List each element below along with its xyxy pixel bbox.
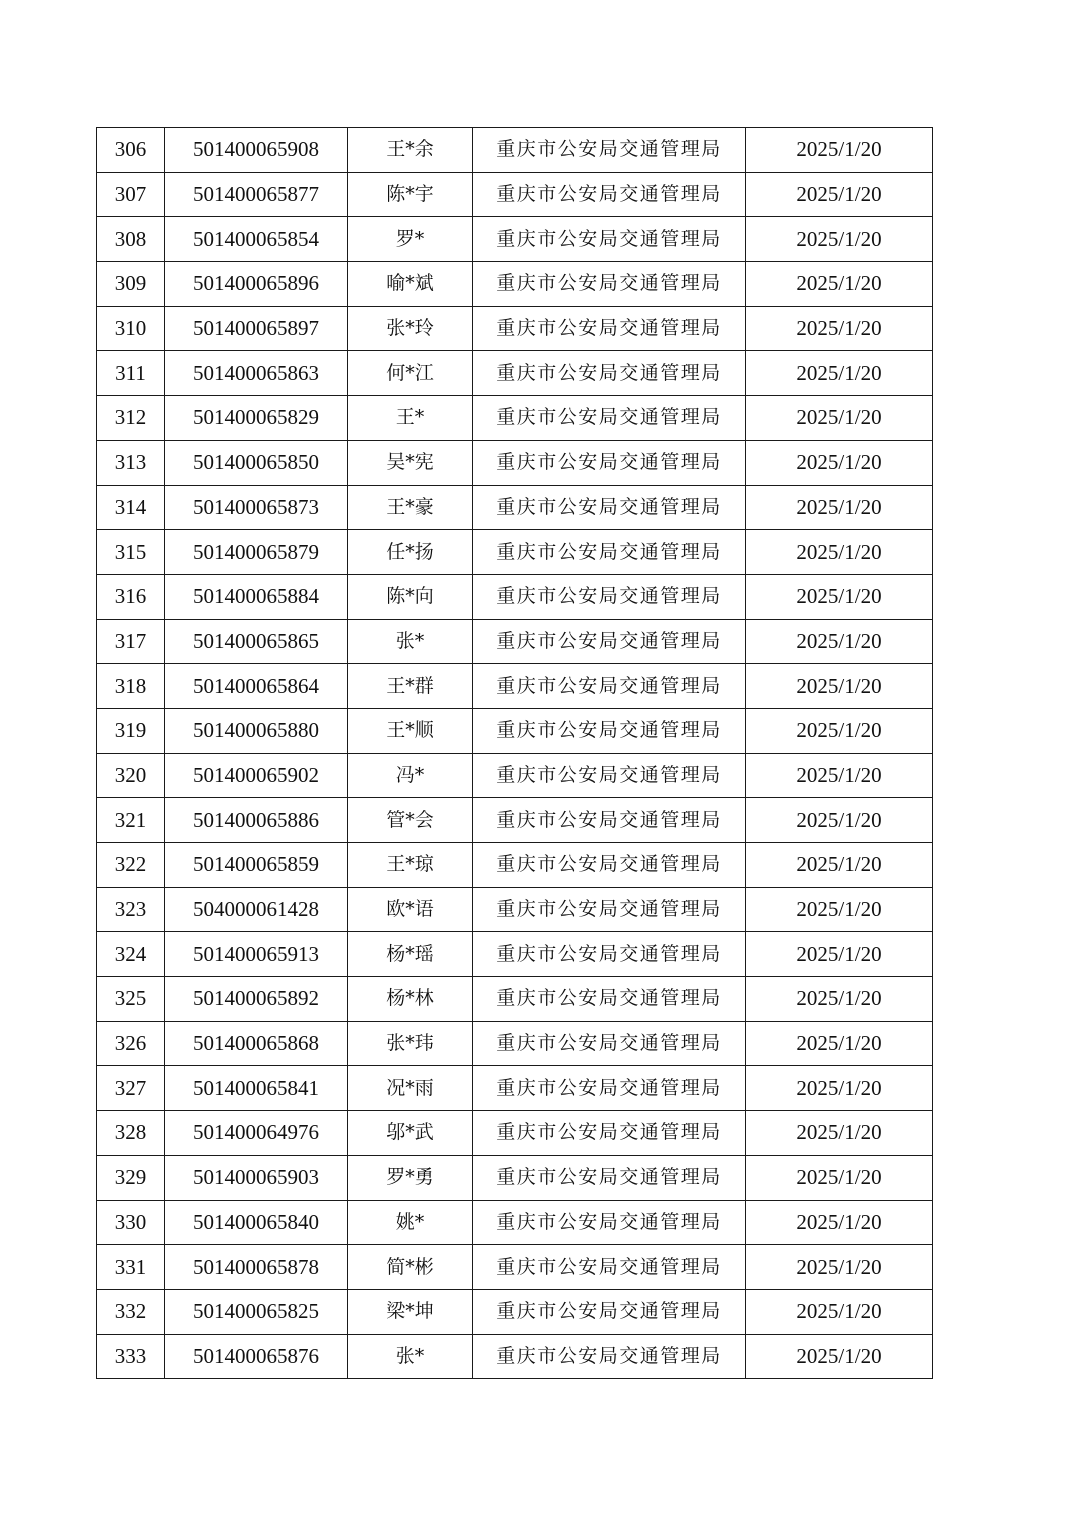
certificate-number-cell: 501400065841: [165, 1066, 348, 1111]
person-name-cell: 王*琼: [348, 843, 473, 888]
issuing-authority-cell: 重庆市公安局交通管理局: [473, 1111, 746, 1156]
certificate-number-cell: 501400065903: [165, 1155, 348, 1200]
date-cell: 2025/1/20: [746, 1334, 933, 1379]
person-name-cell: 王*豪: [348, 485, 473, 530]
issuing-authority-cell: 重庆市公安局交通管理局: [473, 128, 746, 173]
table-row: [97, 932, 933, 977]
date-cell: 2025/1/20: [746, 664, 933, 709]
row-index-cell: 325: [97, 977, 165, 1022]
person-name-cell: 杨*瑶: [348, 932, 473, 977]
person-name-cell: 张*: [348, 1334, 473, 1379]
date-cell: 2025/1/20: [746, 1155, 933, 1200]
person-name-cell: 陈*向: [348, 574, 473, 619]
issuing-authority-cell: 重庆市公安局交通管理局: [473, 887, 746, 932]
date-cell: 2025/1/20: [746, 530, 933, 575]
date-cell: 2025/1/20: [746, 1245, 933, 1290]
row-index-cell: 324: [97, 932, 165, 977]
certificate-number-cell: 501400065913: [165, 932, 348, 977]
row-index-cell: 313: [97, 440, 165, 485]
person-name-cell: 王*: [348, 396, 473, 441]
person-name-cell: 喻*斌: [348, 262, 473, 307]
person-name-cell: 王*顺: [348, 708, 473, 753]
issuing-authority-cell: 重庆市公安局交通管理局: [473, 306, 746, 351]
person-name-cell: 王*群: [348, 664, 473, 709]
certificate-number-cell: 501400065897: [165, 306, 348, 351]
date-cell: 2025/1/20: [746, 351, 933, 396]
row-index-cell: 332: [97, 1289, 165, 1334]
table-row: [97, 306, 933, 351]
issuing-authority-cell: 重庆市公安局交通管理局: [473, 396, 746, 441]
person-name-cell: 杨*林: [348, 977, 473, 1022]
certificate-number-cell: 504000061428: [165, 887, 348, 932]
issuing-authority-cell: 重庆市公安局交通管理局: [473, 1245, 746, 1290]
table-row: [97, 708, 933, 753]
issuing-authority-cell: 重庆市公安局交通管理局: [473, 932, 746, 977]
row-index-cell: 320: [97, 753, 165, 798]
certificate-number-cell: 501400065876: [165, 1334, 348, 1379]
certificate-number-cell: 501400065865: [165, 619, 348, 664]
certificate-number-cell: 501400065896: [165, 262, 348, 307]
table-row: [97, 574, 933, 619]
issuing-authority-cell: 重庆市公安局交通管理局: [473, 843, 746, 888]
table-row: [97, 619, 933, 664]
person-name-cell: 任*扬: [348, 530, 473, 575]
date-cell: 2025/1/20: [746, 753, 933, 798]
certificate-number-cell: 501400065840: [165, 1200, 348, 1245]
certificate-number-cell: 501400065884: [165, 574, 348, 619]
table-row: [97, 664, 933, 709]
date-cell: 2025/1/20: [746, 1111, 933, 1156]
person-name-cell: 姚*: [348, 1200, 473, 1245]
certificate-number-cell: 501400065863: [165, 351, 348, 396]
table-row: [97, 1289, 933, 1334]
certificate-number-cell: 501400065864: [165, 664, 348, 709]
certificate-number-cell: 501400065880: [165, 708, 348, 753]
issuing-authority-cell: 重庆市公安局交通管理局: [473, 1021, 746, 1066]
date-cell: 2025/1/20: [746, 1200, 933, 1245]
row-index-cell: 331: [97, 1245, 165, 1290]
row-index-cell: 322: [97, 843, 165, 888]
table-row: [97, 798, 933, 843]
certificate-number-cell: 501400064976: [165, 1111, 348, 1156]
issuing-authority-cell: 重庆市公安局交通管理局: [473, 1200, 746, 1245]
issuing-authority-cell: 重庆市公安局交通管理局: [473, 1155, 746, 1200]
table-row: [97, 172, 933, 217]
issuing-authority-cell: 重庆市公安局交通管理局: [473, 977, 746, 1022]
issuing-authority-cell: 重庆市公安局交通管理局: [473, 619, 746, 664]
table-row: [97, 977, 933, 1022]
certificate-number-cell: 501400065878: [165, 1245, 348, 1290]
certificate-number-cell: 501400065829: [165, 396, 348, 441]
issuing-authority-cell: 重庆市公安局交通管理局: [473, 1289, 746, 1334]
issuing-authority-cell: 重庆市公安局交通管理局: [473, 262, 746, 307]
person-name-cell: 罗*: [348, 217, 473, 262]
issuing-authority-cell: 重庆市公安局交通管理局: [473, 217, 746, 262]
row-index-cell: 323: [97, 887, 165, 932]
person-name-cell: 罗*勇: [348, 1155, 473, 1200]
person-name-cell: 陈*宇: [348, 172, 473, 217]
certificate-number-cell: 501400065850: [165, 440, 348, 485]
certificate-number-cell: 501400065886: [165, 798, 348, 843]
row-index-cell: 315: [97, 530, 165, 575]
date-cell: 2025/1/20: [746, 574, 933, 619]
certificate-number-cell: 501400065859: [165, 843, 348, 888]
issuing-authority-cell: 重庆市公安局交通管理局: [473, 574, 746, 619]
table-row: [97, 843, 933, 888]
person-name-cell: 梁*坤: [348, 1289, 473, 1334]
date-cell: 2025/1/20: [746, 887, 933, 932]
row-index-cell: 333: [97, 1334, 165, 1379]
table-row: [97, 262, 933, 307]
row-index-cell: 321: [97, 798, 165, 843]
date-cell: 2025/1/20: [746, 1289, 933, 1334]
certificate-number-cell: 501400065854: [165, 217, 348, 262]
table-row: [97, 1334, 933, 1379]
date-cell: 2025/1/20: [746, 396, 933, 441]
row-index-cell: 312: [97, 396, 165, 441]
date-cell: 2025/1/20: [746, 217, 933, 262]
row-index-cell: 308: [97, 217, 165, 262]
issuing-authority-cell: 重庆市公安局交通管理局: [473, 351, 746, 396]
table-row: [97, 1155, 933, 1200]
row-index-cell: 311: [97, 351, 165, 396]
table-row: [97, 1200, 933, 1245]
date-cell: 2025/1/20: [746, 932, 933, 977]
table-row: [97, 1245, 933, 1290]
table-row: [97, 351, 933, 396]
person-name-cell: 冯*: [348, 753, 473, 798]
row-index-cell: 307: [97, 172, 165, 217]
certificate-number-cell: 501400065873: [165, 485, 348, 530]
row-index-cell: 317: [97, 619, 165, 664]
certificate-number-cell: 501400065892: [165, 977, 348, 1022]
person-name-cell: 简*彬: [348, 1245, 473, 1290]
table-row: [97, 753, 933, 798]
person-name-cell: 张*玮: [348, 1021, 473, 1066]
issuing-authority-cell: 重庆市公安局交通管理局: [473, 753, 746, 798]
person-name-cell: 欧*语: [348, 887, 473, 932]
row-index-cell: 327: [97, 1066, 165, 1111]
person-name-cell: 张*玲: [348, 306, 473, 351]
table-row: [97, 485, 933, 530]
person-name-cell: 况*雨: [348, 1066, 473, 1111]
row-index-cell: 309: [97, 262, 165, 307]
date-cell: 2025/1/20: [746, 128, 933, 173]
certificate-number-cell: 501400065902: [165, 753, 348, 798]
date-cell: 2025/1/20: [746, 440, 933, 485]
issuing-authority-cell: 重庆市公安局交通管理局: [473, 1066, 746, 1111]
row-index-cell: 316: [97, 574, 165, 619]
row-index-cell: 329: [97, 1155, 165, 1200]
row-index-cell: 310: [97, 306, 165, 351]
date-cell: 2025/1/20: [746, 798, 933, 843]
certificate-number-cell: 501400065825: [165, 1289, 348, 1334]
date-cell: 2025/1/20: [746, 306, 933, 351]
person-name-cell: 何*江: [348, 351, 473, 396]
issuing-authority-cell: 重庆市公安局交通管理局: [473, 172, 746, 217]
table-row: [97, 1021, 933, 1066]
date-cell: 2025/1/20: [746, 619, 933, 664]
issuing-authority-cell: 重庆市公安局交通管理局: [473, 485, 746, 530]
table-row: [97, 1066, 933, 1111]
issuing-authority-cell: 重庆市公安局交通管理局: [473, 440, 746, 485]
row-index-cell: 330: [97, 1200, 165, 1245]
certificate-number-cell: 501400065868: [165, 1021, 348, 1066]
certificate-number-cell: 501400065877: [165, 172, 348, 217]
row-index-cell: 328: [97, 1111, 165, 1156]
row-index-cell: 326: [97, 1021, 165, 1066]
issuing-authority-cell: 重庆市公安局交通管理局: [473, 708, 746, 753]
table-row: [97, 217, 933, 262]
table-row: [97, 530, 933, 575]
date-cell: 2025/1/20: [746, 262, 933, 307]
person-name-cell: 王*余: [348, 128, 473, 173]
date-cell: 2025/1/20: [746, 485, 933, 530]
date-cell: 2025/1/20: [746, 977, 933, 1022]
table-row: [97, 1111, 933, 1156]
date-cell: 2025/1/20: [746, 172, 933, 217]
date-cell: 2025/1/20: [746, 1021, 933, 1066]
date-cell: 2025/1/20: [746, 1066, 933, 1111]
person-name-cell: 吴*宪: [348, 440, 473, 485]
issuing-authority-cell: 重庆市公安局交通管理局: [473, 664, 746, 709]
date-cell: 2025/1/20: [746, 708, 933, 753]
date-cell: 2025/1/20: [746, 843, 933, 888]
row-index-cell: 319: [97, 708, 165, 753]
issuing-authority-cell: 重庆市公安局交通管理局: [473, 798, 746, 843]
table-row: [97, 440, 933, 485]
row-index-cell: 318: [97, 664, 165, 709]
table-row: [97, 396, 933, 441]
person-name-cell: 管*会: [348, 798, 473, 843]
table-row: [97, 128, 933, 173]
certificate-number-cell: 501400065908: [165, 128, 348, 173]
records-table: [96, 127, 933, 1379]
records-table-body: [97, 128, 933, 1379]
table-row: [97, 887, 933, 932]
person-name-cell: 邬*武: [348, 1111, 473, 1156]
certificate-number-cell: 501400065879: [165, 530, 348, 575]
row-index-cell: 306: [97, 128, 165, 173]
issuing-authority-cell: 重庆市公安局交通管理局: [473, 1334, 746, 1379]
row-index-cell: 314: [97, 485, 165, 530]
person-name-cell: 张*: [348, 619, 473, 664]
issuing-authority-cell: 重庆市公安局交通管理局: [473, 530, 746, 575]
